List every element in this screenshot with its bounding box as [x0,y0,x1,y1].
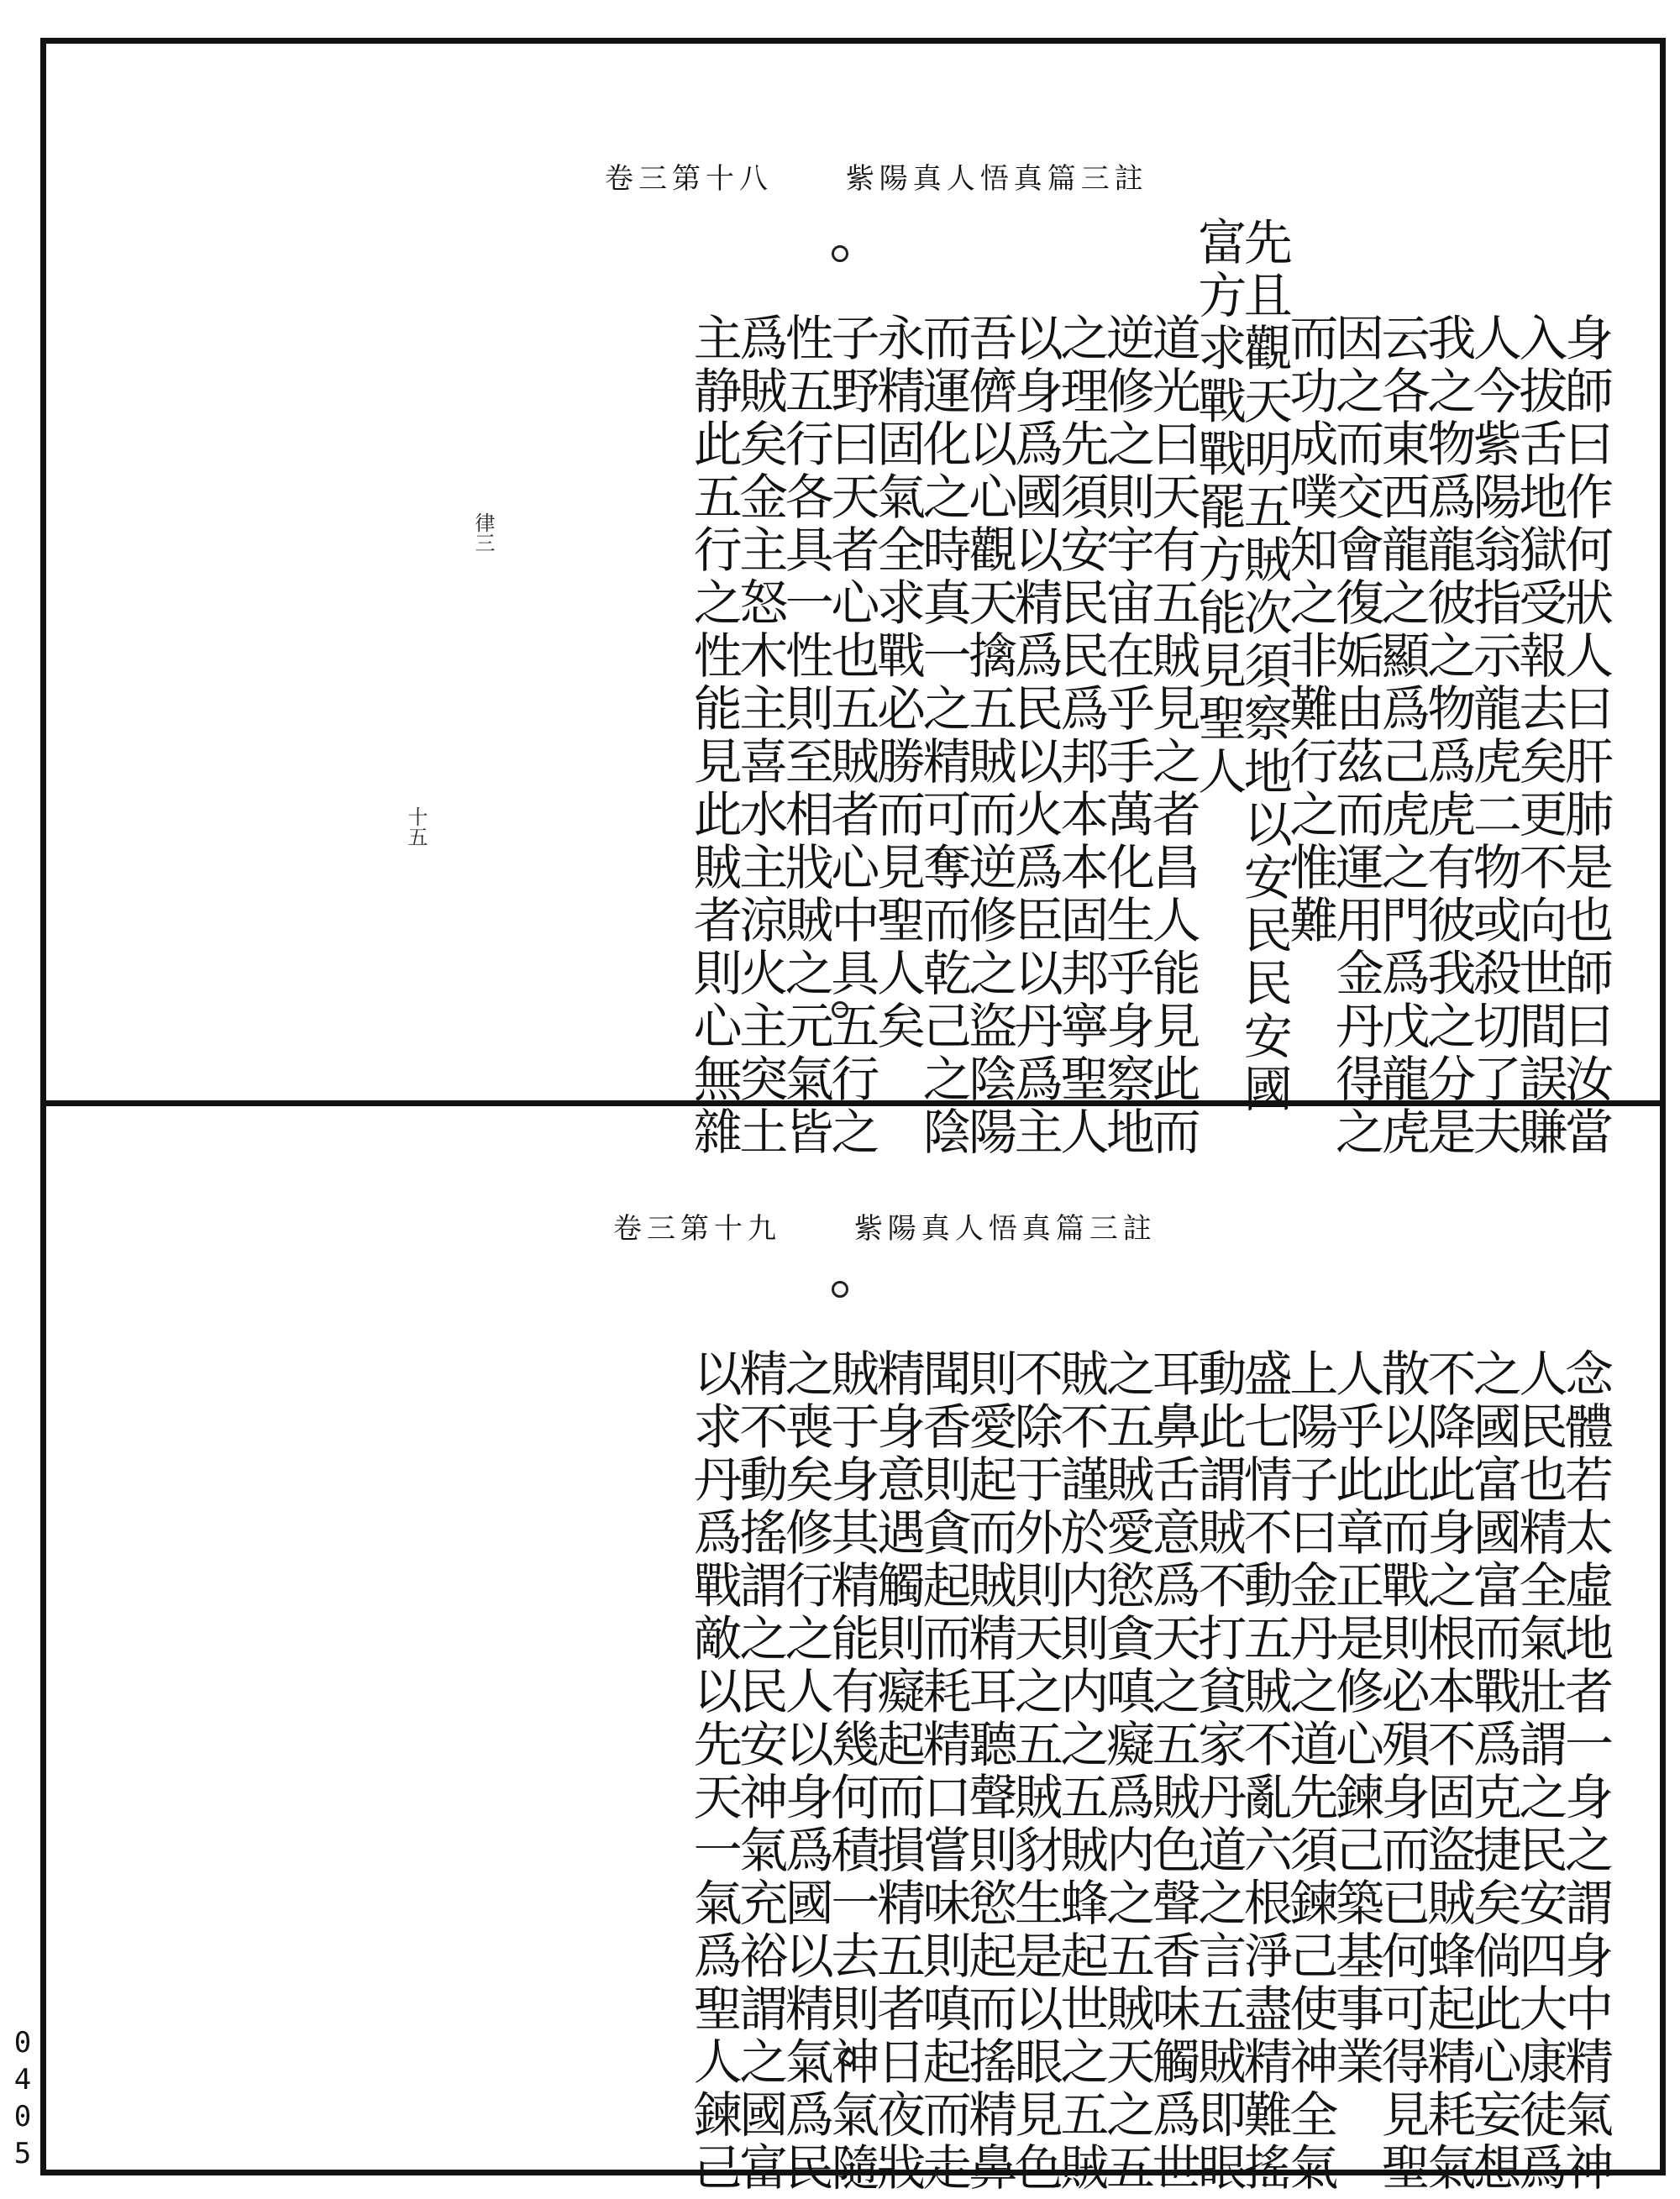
top-column: 我之物爲龍彼之物爲虎有彼我之分是 [1419,312,1477,1159]
bottom-column: 賊不謹於内則内之五賊蜂起世之五賊 [1052,1348,1110,2195]
top-page-header [605,155,1148,197]
bottom-column: 盛七情不動五賊不亂六根淨盡精難搖 [1235,1348,1293,2195]
top-column: 因之而交會復姤由茲而運用金丹得之 [1327,312,1384,1159]
top-column: 主静此五行之性能見此賊者則心無雜 [685,312,743,1159]
circle-mark [832,1281,848,1298]
circle-mark [832,245,848,262]
bottom-column: 散以此而戰則必殞身而已何可得見聖 [1373,1348,1431,2195]
top-column: 逆修之則宇宙在乎手萬化生乎身察地 [1098,312,1155,1159]
top-column: 而運化之時真一之精可奪而乾己之陰 [914,312,972,1159]
top-column: 子野曰天者心也五賊者心中具五行之 [822,312,880,1159]
page-number-digit: 0 [13,2100,32,2133]
margin-note-fifteen: 十五 [404,806,428,847]
bottom-column: 精身意遇觸則癡起而損精五者日夜戕 [869,1348,926,2195]
top-header-right: 紫陽真人悟真篇三註 [845,162,1148,196]
bottom-header-right: 紫陽真人悟真篇三註 [853,1212,1157,1246]
bottom-column: 聞香則貪起而耗精口嘗味則嗔起而走 [914,1348,972,2195]
bottom-column: 則愛起而賊精耳聽聲則慾起而搖精鼻 [960,1348,1018,2195]
bottom-page-header [613,1205,1157,1246]
bottom-column: 以求丹爲戰敵以先天一氣爲聖人鍊己 [685,1348,743,2195]
bottom-column: 不除于外則天之五賊豺生是以眼見色 [1005,1348,1063,2195]
bottom-column: 人乎此章正是修心鍊己築基事業 [1327,1348,1384,2089]
page-number-digit: 0 [13,2026,32,2060]
top-column: 入拔舌地獄受報去矣更不向世間誤賺 [1510,312,1568,1159]
bottom-column: 不降此身之根本不固盜賊蜂起精耗氣 [1419,1348,1477,2195]
top-column: 云各東西龍之顯爲己虎之門爲戊龍虎 [1373,312,1431,1159]
bottom-column: 之五賊愛慾貪嗔癡爲内之五賊天之五 [1098,1348,1155,2195]
top-column: 之理先須安民民爲邦本本固邦寧聖人 [1052,312,1110,1159]
page-number [8,2024,37,2172]
top-column: 人今紫陽翁指示龍虎二物或殺切了夫 [1464,312,1522,1159]
top-column: 而功成噗知之非難行之惟難 [1281,312,1339,947]
top-column: 以身爲國以精爲民以火爲臣以丹爲主 [1005,312,1063,1159]
bottom-column: 之國富國富而戰爲克捷矣倘此心妄想 [1464,1348,1522,2195]
bottom-column: 人民也精全氣壯謂之民安四大康徒爲 [1510,1348,1568,2195]
top-column: 性五行各具一性則至相戕賊之元氣皆 [776,312,834,1159]
top-column: 先且觀天明五賊次須察地以安民民安國 [1235,217,1293,1116]
page-number-digit: 4 [13,2063,32,2097]
bottom-column: 耳鼻舌意爲天之五賊色聲香味觸爲世 [1143,1348,1201,2195]
page-number-digit: 5 [13,2137,32,2170]
top-column: 道光曰天有五賊見之者昌人能見此而 [1143,312,1201,1159]
top-header-left: 卷三第十八 [605,162,773,196]
bottom-column: 上陽子曰金丹之道先須鍊己使神全氣 [1281,1348,1339,2195]
bottom-column: 賊于身其精能有幾何積一去則神氣隨 [822,1348,880,2195]
bottom-header-left: 卷三第十九 [613,1212,781,1246]
top-column: 吾儕以心觀天擒五賊而逆修之盜陰陽 [960,312,1018,1159]
top-column: 爲賊矣金主怒木主喜水主涼火主突土 [731,312,789,1159]
bottom-column: 精不動搖謂之民安神氣充裕謂之國富 [731,1348,789,2195]
bottom-column: 動此謂賊不打貧家丹道之言五賊即眼 [1189,1348,1247,2195]
top-column: 身師曰作何狀人曰肝肺是也師曰汝當 [1557,312,1614,1159]
bottom-column: 之喪矣修行之人以身爲國以精氣爲民 [776,1348,834,2195]
top-column: 永精固氣全求戰必勝而見聖人矣 [869,312,926,1053]
margin-note-lu: 律三 [471,512,495,553]
top-column: 富方求戰戰罷方能見聖人 [1189,217,1247,799]
bottom-column: 念體若太虛地者一身之謂身中精氣神 [1557,1348,1614,2195]
